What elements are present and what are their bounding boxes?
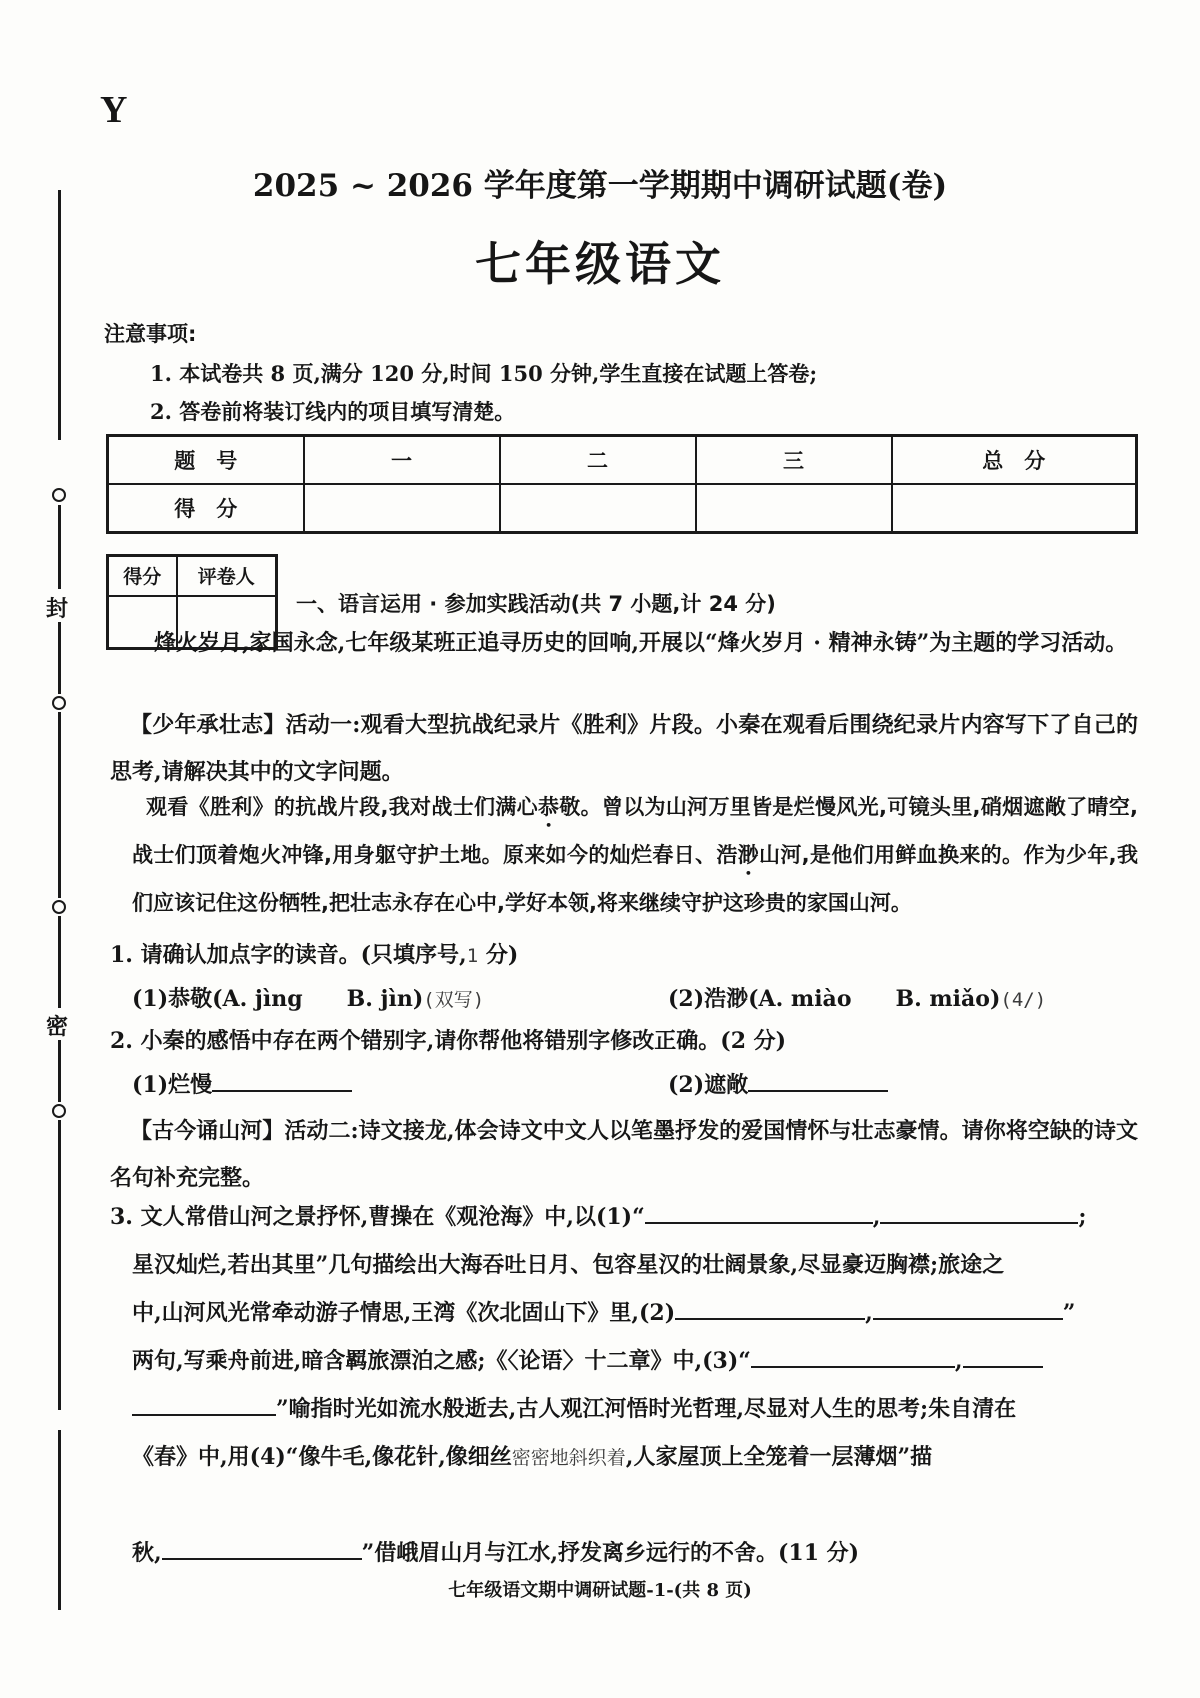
score-table-col-3: 三 bbox=[696, 436, 892, 485]
q1-opt2-hand[interactable]: (4/) bbox=[1000, 989, 1047, 1011]
activity1-tag: 【少年承壮志】 bbox=[130, 712, 286, 738]
q3-l1b: , bbox=[872, 1204, 881, 1230]
passage-part3: 山河,是他们用鲜血换来的。作为少年,我们应该记住这份牺牲,把壮志永存在心中,学好本领,将来继续守护这珍贵的家国山河。 bbox=[132, 843, 1138, 915]
binding-hole-1 bbox=[52, 488, 66, 502]
q3-l4b: , bbox=[954, 1348, 963, 1374]
q3-blank-3b[interactable] bbox=[963, 1344, 1043, 1368]
binding-line-2 bbox=[58, 505, 61, 589]
section-heading: 一、语言运用 · 参加实践活动(共 7 小题,计 24 分) bbox=[296, 592, 776, 616]
q2-stem: 2. 小秦的感悟中存在两个错别字,请你帮他将错别字修改正确。(2 分) bbox=[110, 1028, 787, 1054]
q2-item-2 bbox=[668, 1068, 888, 1099]
passage-dotted-2: 渺 bbox=[737, 843, 760, 867]
activity2-tag: 【古今诵山河】 bbox=[130, 1118, 285, 1144]
q3-blank-3c[interactable] bbox=[132, 1392, 276, 1416]
activity1-paragraph bbox=[110, 702, 1138, 796]
intro-text: 烽火岁月,家国永念,七年级某班正追寻历史的回响,开展以“烽火岁月 · 精神永铸”为主题的学习活动。 bbox=[154, 630, 1128, 656]
passage-part1: 观看《胜利》的抗战片段,我对战士们满心 bbox=[146, 795, 538, 819]
q3-blank-3a[interactable] bbox=[751, 1344, 955, 1368]
q1-opt1-hand[interactable]: (双写) bbox=[423, 989, 485, 1011]
q1-stem-end: 分) bbox=[478, 942, 519, 968]
q1-stem-text: 1. 请确认加点字的读音。(只填序号, bbox=[110, 942, 467, 968]
q3-l3b: , bbox=[865, 1300, 873, 1326]
activity1-text: 活动一:观看大型抗战纪录片《胜利》片段。小秦在观看后围绕纪录片内容写下了自己的思考,请解决其中的文字问题。 bbox=[110, 712, 1138, 785]
score-cell-3[interactable] bbox=[696, 484, 892, 533]
binding-line-7 bbox=[58, 1120, 61, 1410]
corner-mark: Y bbox=[100, 89, 128, 131]
binding-line-3 bbox=[58, 622, 61, 694]
binding-hole-3 bbox=[52, 900, 66, 914]
notice-item-1: 1. 本试卷共 8 页,满分 120 分,时间 150 分钟,学生直接在试题上答卷; bbox=[150, 361, 818, 386]
q3-blank-5[interactable] bbox=[162, 1536, 362, 1560]
passage-paragraph bbox=[132, 784, 1138, 927]
activity2-paragraph bbox=[110, 1108, 1138, 1202]
subject-title: 七年级语文 bbox=[475, 237, 725, 291]
score-table-header-number: 题 号 bbox=[108, 436, 304, 485]
binding-char-mi: 密 bbox=[46, 1014, 69, 1040]
binding-line-6 bbox=[58, 1040, 61, 1102]
score-table bbox=[106, 434, 1138, 534]
score-cell-1[interactable] bbox=[304, 484, 500, 533]
q3-l3a: 中,山河风光常牵动游子情思,王湾《次北固山下》里,(2) bbox=[132, 1300, 676, 1326]
score-table-col-total: 总 分 bbox=[892, 436, 1137, 485]
passage-part2: 敬。曾以为山河万里皆是烂慢风光,可镜头里,硝烟遮敞了晴空,战士们顶着炮火冲锋,用身躯守护土地。原来如今的灿烂春日、浩 bbox=[132, 795, 1139, 867]
q3-l1a: 3. 文人常借山河之景抒怀,曹操在《观沧海》中,以(1)“ bbox=[110, 1204, 645, 1230]
q1-stem bbox=[110, 938, 518, 969]
q3-l8a: 秋, bbox=[132, 1540, 162, 1566]
q2-item1-label: (1)烂慢 bbox=[132, 1072, 213, 1098]
notice-label: 注意事项: bbox=[104, 322, 197, 346]
binding-line-5 bbox=[58, 916, 61, 1008]
q3-blank-1a[interactable] bbox=[645, 1200, 873, 1224]
exam-title: 2025 ~ 2026 学年度第一学期期中调研试题(卷) bbox=[252, 168, 948, 204]
q3-l8b: ”借峨眉山月与江水,抒发离乡远行的不舍。(11 分) bbox=[361, 1540, 860, 1566]
q2-answer-blank-1[interactable] bbox=[212, 1068, 352, 1092]
page-footer: 七年级语文期中调研试题-1-(共 8 页) bbox=[448, 1580, 752, 1601]
q3-l1c: ; bbox=[1078, 1204, 1087, 1230]
q3-blank-1b[interactable] bbox=[880, 1200, 1078, 1224]
q3-line-6 bbox=[132, 1440, 932, 1471]
q3-l3c: ” bbox=[1062, 1300, 1076, 1326]
q3-line-1 bbox=[110, 1200, 1087, 1231]
intro-paragraph bbox=[132, 620, 1138, 667]
q3-handwritten-answer-4[interactable]: 密密地斜织着 bbox=[511, 1447, 626, 1469]
q2-answer-blank-2[interactable] bbox=[748, 1068, 888, 1092]
binding-line-bottom bbox=[58, 1430, 61, 1610]
grader-score-label: 得分 bbox=[108, 556, 177, 596]
q3-l5: ”喻指时光如流水般逝去,古人观江河悟时光哲理,尽显对人生的思考;朱自清在 bbox=[276, 1396, 1017, 1422]
q3-l6b: ,人家屋顶上全笼着一层薄烟”描 bbox=[625, 1444, 933, 1470]
q3-line-5 bbox=[132, 1392, 1016, 1423]
activity2-text: 活动二:诗文接龙,体会诗文中文人以笔墨抒发的爱国情怀与壮志豪情。请你将空缺的诗文名句补充完整。 bbox=[110, 1118, 1138, 1191]
q3-line-4 bbox=[132, 1344, 1043, 1375]
q1-option-1 bbox=[132, 982, 484, 1013]
q1-opt2-text: (2)浩渺(A. miào B. miǎo) bbox=[668, 986, 1001, 1012]
q3-line-2: 星汉灿烂,若出其里”几句描绘出大海吞吐日月、包容星汉的壮阔景象,尽显豪迈胸襟;旅途之 bbox=[132, 1252, 1005, 1278]
q3-line-8 bbox=[132, 1536, 859, 1567]
q3-l4a: 两句,写乘舟前进,暗含羁旅漂泊之感;《〈论语〉十二章》中,(3)“ bbox=[132, 1348, 751, 1374]
score-table-col-2: 二 bbox=[500, 436, 696, 485]
q2-item-1 bbox=[132, 1068, 352, 1099]
score-cell-total[interactable] bbox=[892, 484, 1137, 533]
q3-blank-2b[interactable] bbox=[873, 1296, 1063, 1320]
q1-stem-hand: 1 bbox=[466, 945, 479, 967]
binding-hole-2 bbox=[52, 696, 66, 710]
q2-item2-label: (2)遮敞 bbox=[668, 1072, 749, 1098]
score-cell-2[interactable] bbox=[500, 484, 696, 533]
q1-opt1-text: (1)恭敬(A. jìng B. jìn) bbox=[132, 986, 424, 1012]
score-table-col-1: 一 bbox=[304, 436, 500, 485]
q1-option-2 bbox=[668, 982, 1046, 1013]
passage-dotted-1: 恭 bbox=[537, 795, 560, 819]
grader-name-label: 评卷人 bbox=[177, 556, 277, 596]
q3-blank-2a[interactable] bbox=[675, 1296, 865, 1320]
score-table-header-score: 得 分 bbox=[108, 484, 304, 533]
binding-hole-4 bbox=[52, 1104, 66, 1118]
q3-l6a: 《春》中,用(4)“像牛毛,像花针,像细丝 bbox=[132, 1444, 512, 1470]
binding-char-feng: 封 bbox=[46, 596, 69, 622]
binding-line-4 bbox=[58, 712, 61, 898]
q3-line-3 bbox=[132, 1296, 1075, 1327]
notice-item-2: 2. 答卷前将装订线内的项目填写清楚。 bbox=[150, 399, 516, 424]
